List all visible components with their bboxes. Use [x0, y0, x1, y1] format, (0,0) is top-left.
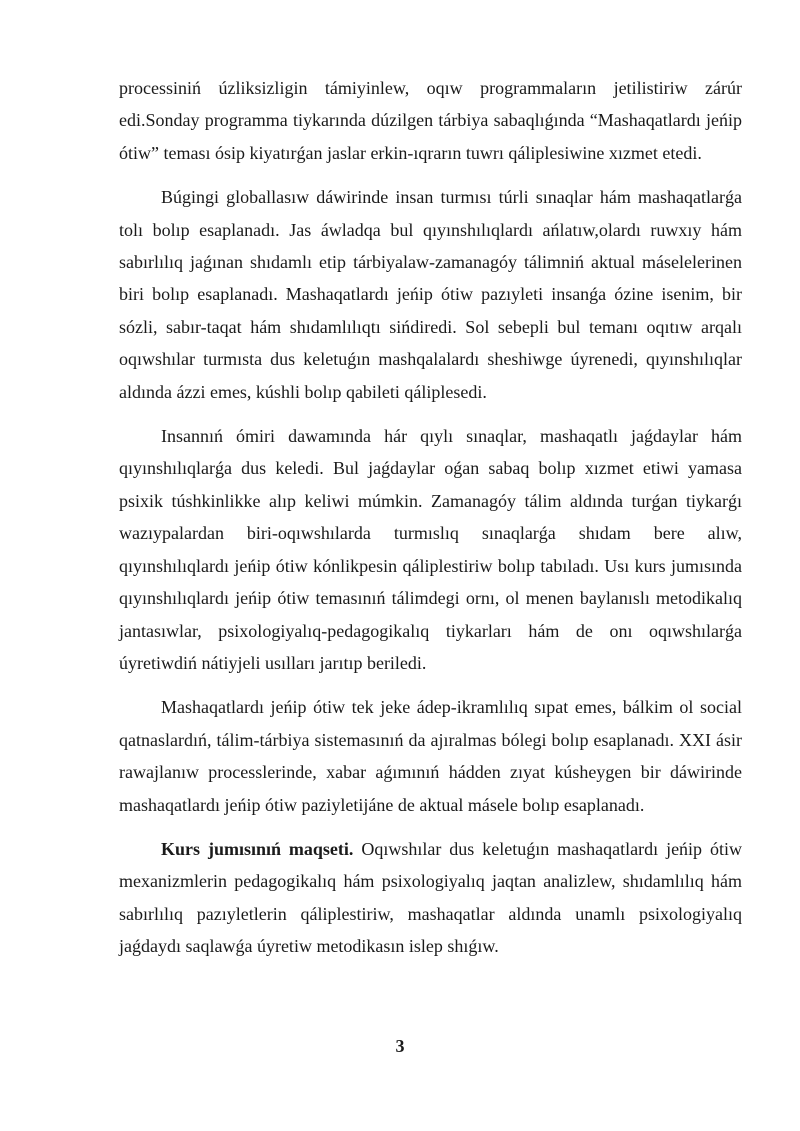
document-body — [119, 72, 742, 963]
paragraph-2: Búgingi globallasıw dáwirinde insan turmısı túrli sınaqlar hám mashaqatlarǵa tolı bolıp esaplanadı. Jas áwladqa bul qıyınshılıqlardı ańlatıw,olardı ruwxıy hám sabırlılıq jaǵınan shıdamlı etip tárbiyalaw-zamanagóy tálimniń aktual máselelerinen biri bolıp esaplanadı. Mashaqatlardı jeńip ótiw pazıyleti insanǵa ózine isenim, bir sózli, sabır-taqat hám shıdamlılıqtı sińdiredi. Sol sebepli bul temanı oqıtıw arqalı oqıwshılar turmısta dus keletuǵın mashqalalardı sheshiwge úyrenedi, qıyınshılıqlar aldında ázzi emes, kúshli bolıp qabileti qáliplesedi. — [119, 187, 742, 402]
paragraph-4: Mashaqatlardı jeńip ótiw tek jeke ádep-ikramlılıq sıpat emes, bálkim ol social qatnaslardıń, tálim-tárbiya sistemasınıń da ajıralmas bólegi bolıp esaplanadı. XXI ásir rawajlanıw processlerinde, xabar aǵımınıń hádden zıyat kúsheygen bir dáwirinde mashaqatlardı jeńip ótiw paziyletijáne de aktual másele bolıp esaplanadı. — [119, 697, 742, 815]
goal-label: Kurs jumısınıń maqseti. — [161, 838, 354, 859]
paragraph-3: Insannıń ómiri dawamında hár qıylı sınaqlar, mashaqatlı jaǵdaylar hám qıyınshılıqlarǵa dus keledi. Bul jaǵdaylar oǵan sabaq bolıp xızmet etiwi yamasa psixik túshkinlikke alıp keliwi múmkin. Zamanagóy tálim aldında turǵan tiykarǵı wazıypalardan biri-oqıwshılarda turmıslıq sınaqlarǵa shıdam bere alıw, qıyınshılıqlardı jeńip ótiw kónlikpesin qáliplestiriw bolıp tabıladı. Usı kurs jumısında qıyınshılıqlardı jeńip ótiw temasınıń tálimdegi ornı, ol menen baylanıslı metodikalıq jantasıwlar, psixologiyalıq-pedagogikalıq tiykarları hám de onı oqıwshılarǵa úyretiwdiń nátiyjeli usılları jarıtıp beriledi. — [119, 426, 742, 673]
goal-text: Oqıwshılar dus keletuǵın mashaqatlardı jeńip ótiw mexanizmlerin pedagogikalıq hám psixologiyalıq jaqtan analizlew, shıdamlılıq hám sabırlılıq pazıyletlerin qáliplestiriw, mashaqatlar aldında unamlı psixologiyalıq jaǵdaydı saqlawǵa úyretiw metodikasın islep shıǵıw. — [119, 838, 742, 957]
goal-paragraph — [119, 833, 742, 963]
paragraph-1: processiniń úzliksizligin támiyinlew, oqıw programmaların jetilistiriw zárúr edi.Sonday programma tiykarında dúzilgen tárbiya sabaqlıǵında “Mashaqatlardı jeńip ótiw” teması ósip kiyatırǵan jaslar erkin-ıqrarın tuwrı qáliplesiwine xızmet etedi. — [119, 78, 742, 163]
page-number: 3 — [395, 1036, 405, 1056]
